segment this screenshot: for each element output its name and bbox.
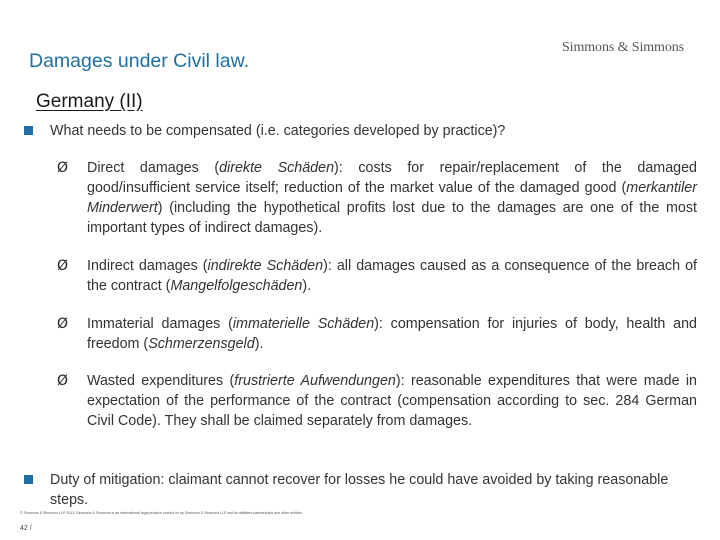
arrow-bullet-icon: Ø <box>57 373 69 389</box>
page-number: 42 / <box>20 525 32 532</box>
square-bullet-icon <box>24 475 33 484</box>
sub-bullet-text <box>87 371 697 431</box>
arrow-bullet-icon: Ø <box>57 316 69 332</box>
sub-bullet-tail: ). <box>302 278 312 294</box>
sub-bullet-term: frustrierte Aufwendungen <box>234 373 396 389</box>
page-title: Damages under Civil law. <box>29 50 250 72</box>
arrow-bullet-icon: Ø <box>57 160 69 176</box>
sub-bullet-tail: ) (including the hypothetical profits lost due to the damages are one of the most important types of indirect damages). <box>87 200 697 236</box>
copyright-footer: © Simmons & Simmons LLP 2013. Simmons & Simmons is an international legal practice carried on by Simmons & Simmons LLP and its affiliated partnerships and other entities. <box>20 511 303 515</box>
slide-subtitle: Germany (II) <box>36 91 143 112</box>
sub-bullet-text <box>87 256 697 296</box>
sub-bullet-mid: ): compensation for injuries of body, health and freedom ( <box>87 316 698 352</box>
sub-bullet-lead: Direct damages ( <box>87 160 220 176</box>
simmons-logo: Simmons & Simmons <box>562 40 684 55</box>
sub-bullet-text <box>87 314 697 354</box>
sub-bullet-mid: ): costs for repair/replacement of the damaged good/insufficient service itself; reduction of the market value of the damaged good ( <box>87 160 697 196</box>
sub-bullet-term: indirekte Schäden <box>207 258 324 274</box>
sub-bullet-lead: Indirect damages ( <box>87 258 208 274</box>
sub-bullet-term: Schmerzensgeld <box>148 336 255 352</box>
sub-bullet-mid: ): reasonable expenditures that were made in expectation of the performance of the contract (compensation according to sec. 284 German Civil Code). They shall be claimed separately from damages. <box>87 373 698 429</box>
sub-bullet-lead: Immaterial damages ( <box>87 316 233 332</box>
sub-bullet-tail: ). <box>254 336 264 352</box>
bullet-text: What needs to be compensated (i.e. categories developed by practice)? <box>50 123 506 139</box>
sub-bullet-term: immaterielle Schäden <box>232 316 375 332</box>
sub-bullet-term: direkte Schäden <box>219 160 335 176</box>
sub-bullet-term: merkantiler Minderwert <box>87 180 697 216</box>
sub-bullet-text <box>87 158 697 238</box>
bullet-text: Duty of mitigation: claimant cannot recover for losses he could have avoided by taking reasonable steps. <box>50 472 669 508</box>
sub-bullet-lead: Wasted expenditures ( <box>87 373 235 389</box>
arrow-bullet-icon: Ø <box>57 258 69 274</box>
square-bullet-icon <box>24 126 33 135</box>
sub-bullet-term: Mangelfolgeschäden <box>170 278 303 294</box>
sub-bullet-mid: ): all damages caused as a consequence of the breach of the contract ( <box>87 258 698 294</box>
